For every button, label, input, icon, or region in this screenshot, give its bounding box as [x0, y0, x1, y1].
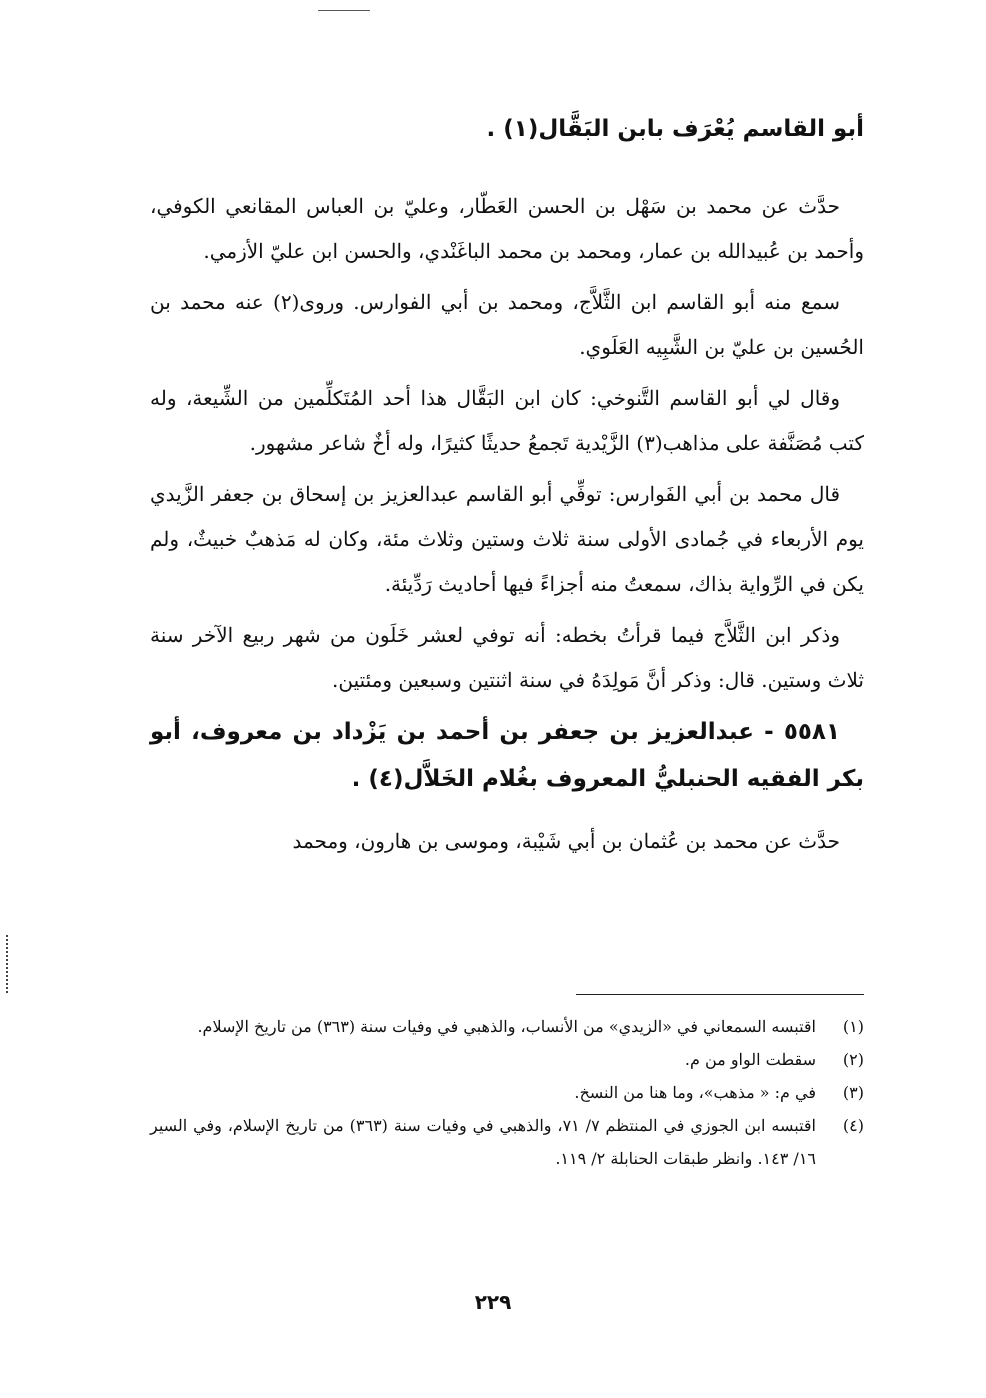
footnote-text: في م: « مذهب»، وما هنا من النسخ. — [574, 1083, 816, 1102]
entry-title: أبو القاسم يُعْرَف بابن البَقَّال(١) . — [486, 116, 864, 142]
page-number: ٢٢٩ — [474, 1290, 512, 1314]
paragraph-narrators: حدَّث عن محمد بن سَهْل بن الحسن العَطّار، وعليّ بن العباس المقانعي الكوفي، وأحمد بن عُبيدالله بن عمار، ومحمد بن محمد الباغَنْدي، والحسن ابن عليّ الأزمي. — [150, 194, 864, 263]
footnote-separator — [576, 994, 864, 995]
footnote-item — [150, 1010, 864, 1043]
footnote-text: اقتبسه السمعاني في «الزيدي» من الأنساب، والذهبي في وفيات سنة (٣٦٣) من تاريخ الإسلام. — [197, 1017, 816, 1036]
footnote-number: (٤) — [842, 1116, 864, 1135]
paragraph-entry-5581: حدَّث عن محمد بن عُثمان بن أبي شَيْبة، وموسى بن هارون، ومحمد — [292, 829, 840, 853]
footnote-number: (٢) — [842, 1050, 864, 1069]
footnote-number: (١) — [842, 1017, 864, 1036]
paragraph-death-date: قال محمد بن أبي الفَوارس: توفِّي أبو القاسم عبدالعزيز بن إسحاق بن جعفر الزَّيدي يوم الأربعاء في جُمادى الأولى سنة ثلاث وستين وثلاث مئة، وكان له مَذهبٌ خبيثٌ، ولم يكن في الرِّواية بذاك، سمعتُ منه أجزاءً فيها أحاديث رَدِّيئة. — [150, 482, 864, 596]
footnote-number: (٣) — [842, 1083, 864, 1102]
paragraph-tanukhi: وقال لي أبو القاسم التَّنوخي: كان ابن البَقَّال هذا أحد المُتَكلِّمين من الشِّيعة، وله كتب مُصَنَّفة على مذاهب(٣) الزَّيْدية تَجمعُ حديثًا كثيرًا، وله أخٌ شاعر مشهور. — [150, 386, 864, 455]
footnote-text: اقتبسه ابن الجوزي في المنتظم ٧/ ٧١، والذهبي في وفيات سنة (٣٦٣) من تاريخ الإسلام، وفي السير ١٦/ ١٤٣. وانظر طبقات الحنابلة ٢/ ١١٩. — [150, 1116, 816, 1168]
entry-5581-heading: ٥٥٨١ - عبدالعزيز بن جعفر بن أحمد بن يَزْداد بن معروف، أبو بكر الفقيه الحنبليُّ المعروف بغُلام الخَلاَّل(٤) . — [150, 719, 864, 792]
paragraph-thallaj: وذكر ابن الثَّلاَّج فيما قرأتُ بخطه: أنه توفي لعشر خَلَون من شهر ربيع الآخر سنة ثلاث وستين. قال: وذكر أنَّ مَولِدَهُ في سنة اثنتين وسبعين ومئتين. — [150, 623, 864, 692]
footnote-item — [150, 1076, 864, 1109]
footnote-item — [150, 1109, 864, 1175]
margin-dotted-line — [6, 935, 8, 993]
top-rule — [318, 10, 370, 11]
footnote-item — [150, 1043, 864, 1076]
paragraph-students: سمع منه أبو القاسم ابن الثَّلاَّج، ومحمد بن أبي الفوارس. وروى(٢) عنه محمد بن الحُسين بن عليّ بن الشَّبِيه العَلَوي. — [150, 290, 864, 359]
footnotes — [150, 1010, 864, 1175]
footnote-text: سقطت الواو من م. — [684, 1050, 816, 1069]
main-text — [150, 108, 864, 870]
